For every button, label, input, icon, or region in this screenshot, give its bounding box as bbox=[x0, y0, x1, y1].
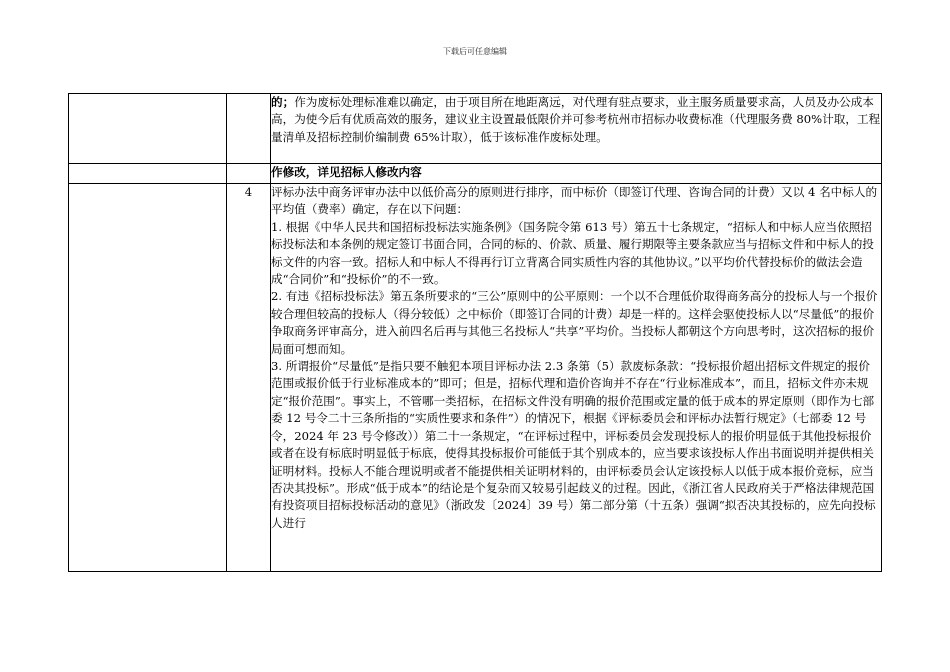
response-text: 作为废标处理标准难以确定，由于项目所在地距离远，对代理有驻点要求，业主服务质量要求高，人员及办公成本高，为使今后有优质高效的服务，建议业主设置最低限价并可参考杭州市招标办收费标准（代理服务费 80%计取，工程量清单及招标控制价编制费 65%计取），低于该标准作废标处理。 bbox=[271, 95, 881, 144]
issue-point-2: 2. 有违《招标投标法》第五条所要求的“三公”原则中的公平原则：一个以不合理低价取得商务高分的投标人与一个报价较合理但较高的投标人（得分较低）之中标价（即签订合同的计费）却是一样的。这样会驱使投标人以“尽量低”的报价争取商务评审高分，进入前四名后再与其他三名投标人“共享”平均价。当投标人都朝这个方向思考时，这次招标的报价局面可想而知。 bbox=[271, 289, 878, 356]
issue-point-3: 3. 所谓报价“尽量低”是指只要不触犯本项目评标办法 2.3 条第（5）款废标条款：“投标报价超出招标文件规定的报价范围或报价低于行业标准成本的”即可；但是，招标代理和造价咨询并不存在“行业标准成本”，而且，招标文件亦未规定“报价范围”。事实上，不管哪一类招标，在招标文件没有明确的报价范围或定量的低于成本的界定原则（即作为七部委 12 号令二十三条所指的“实质性要求和条件”）的情况下，根据《评标委员会和评标办法暂行规定》（七部委 12 号令，2024 年 23 号令修改））第二十一条规定，“在评标过程中，评标委员会发现投标人的报价明显低于其他投标报价或者在设有标底时明显低于标底，使得其投标报价可能低于其个别成本的，应当要求该投标人作出书面说明并提供相关证明材料。投标人不能合理说明或者不能提供相关证明材料的，由评标委员会认定该投标人以低于成本报价竞标，应当否决其投标”。形成“低于成本”的结论是个复杂而又较易引起歧义的过程。因此，《浙江省人民政府关于严格法律规范国有投资项目招标投标活动的意见》（浙政发〔2024〕39 号）第二部分第（十五条）强调“拟否决其投标的，应先向投标人进行 bbox=[271, 359, 876, 530]
revision-note: 作修改，详见招标人修改内容 bbox=[271, 164, 882, 184]
table-row bbox=[69, 184, 882, 572]
row-number: 4 bbox=[227, 184, 271, 572]
response-cell bbox=[271, 94, 882, 164]
row-number bbox=[227, 164, 271, 184]
bold-lead: 的； bbox=[271, 95, 295, 109]
row-number bbox=[227, 94, 271, 164]
blank-cell bbox=[69, 164, 227, 184]
issue-cell bbox=[271, 184, 882, 572]
issue-point-1: 1. 根据《中华人民共和国招标投标法实施条例》（国务院令第 613 号）第五十七条规定，“招标人和中标人应当依照招标投标法和本条例的规定签订书面合同，合同的标的、价款、质量、履行期限等主要条款应当与招标文件和中标人的投标文件的内容一致。招标人和中标人不得再行订立背离合同实质性内容的其他协议。”以平均价代替投标价的做法会造成“合同价”和“投标价”的不一致。 bbox=[271, 219, 874, 287]
comment-table bbox=[68, 93, 882, 572]
table-row bbox=[69, 164, 882, 184]
blank-cell bbox=[69, 94, 227, 164]
blank-cell bbox=[69, 184, 227, 572]
page-header: 下载后可任意编辑 bbox=[443, 47, 507, 56]
table-row bbox=[69, 94, 882, 164]
issue-intro: 评标办法中商务评审办法中以低价高分的原则进行排序，而中标价（即签订代理、咨询合同的计费）又以 4 名中标人的平均值（费率）确定，存在以下问题： bbox=[271, 185, 878, 217]
